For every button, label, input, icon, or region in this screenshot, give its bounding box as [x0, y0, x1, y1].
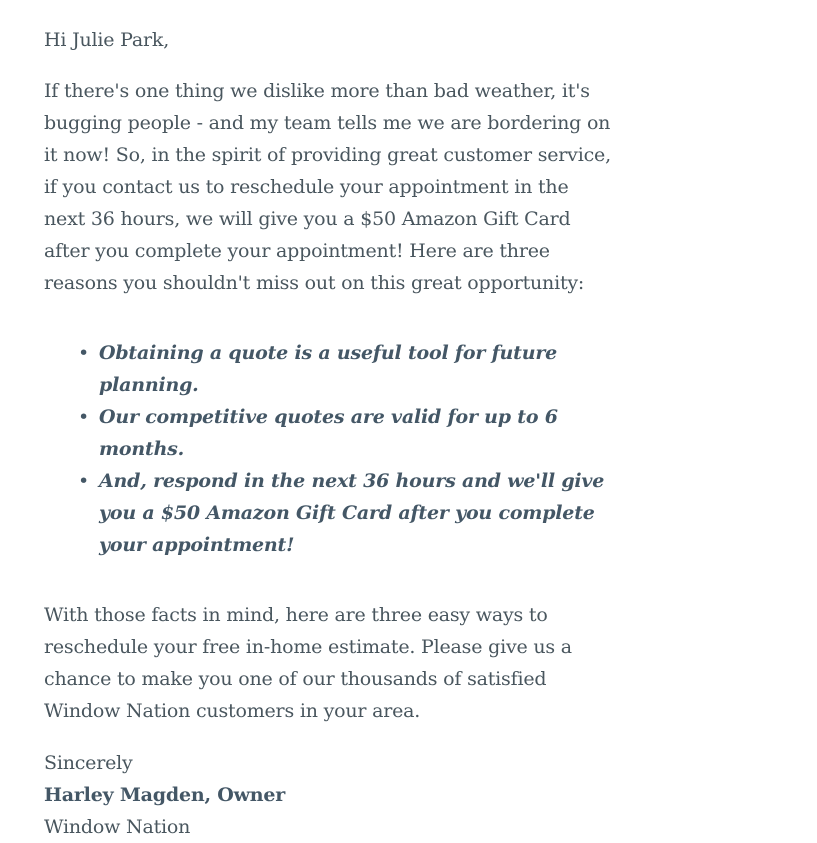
list-item	[78, 337, 614, 401]
reasons-list	[44, 337, 614, 561]
bullet-icon: •	[78, 406, 90, 428]
reason-text: Our competitive quotes are valid for up to 6 months.	[99, 406, 558, 460]
closing-paragraph: With those facts in mind, here are three easy ways to reschedule your free in-home estimate. Please give us a chance to make you one of our thousands of satisfied Window Nation customers in your area.	[44, 604, 572, 722]
signer-name: Harley Magden, Owner	[44, 784, 286, 806]
bullet-icon: •	[78, 342, 90, 364]
closing-word: Sincerely	[44, 752, 133, 774]
reason-text: Obtaining a quote is a useful tool for future planning.	[99, 342, 558, 396]
list-item	[78, 401, 614, 465]
signature-block	[44, 747, 614, 843]
email-body	[44, 24, 614, 843]
bullet-icon: •	[78, 470, 90, 492]
reason-text: And, respond in the next 36 hours and we'll give you a $50 Amazon Gift Card after you complete your appointment!	[99, 470, 605, 556]
company-name: Window Nation	[44, 816, 191, 838]
list-item	[78, 465, 614, 561]
intro-paragraph: If there's one thing we dislike more than bad weather, it's bugging people - and my team tells me we are bordering on it now! So, in the spirit of providing great customer service, if you contact us to reschedule your appointment in the next 36 hours, we will give you a $50 Amazon Gift Card after you complete your appointment! Here are three reasons you shouldn't miss out on this great opportunity:	[44, 80, 611, 294]
greeting: Hi Julie Park,	[44, 29, 170, 51]
